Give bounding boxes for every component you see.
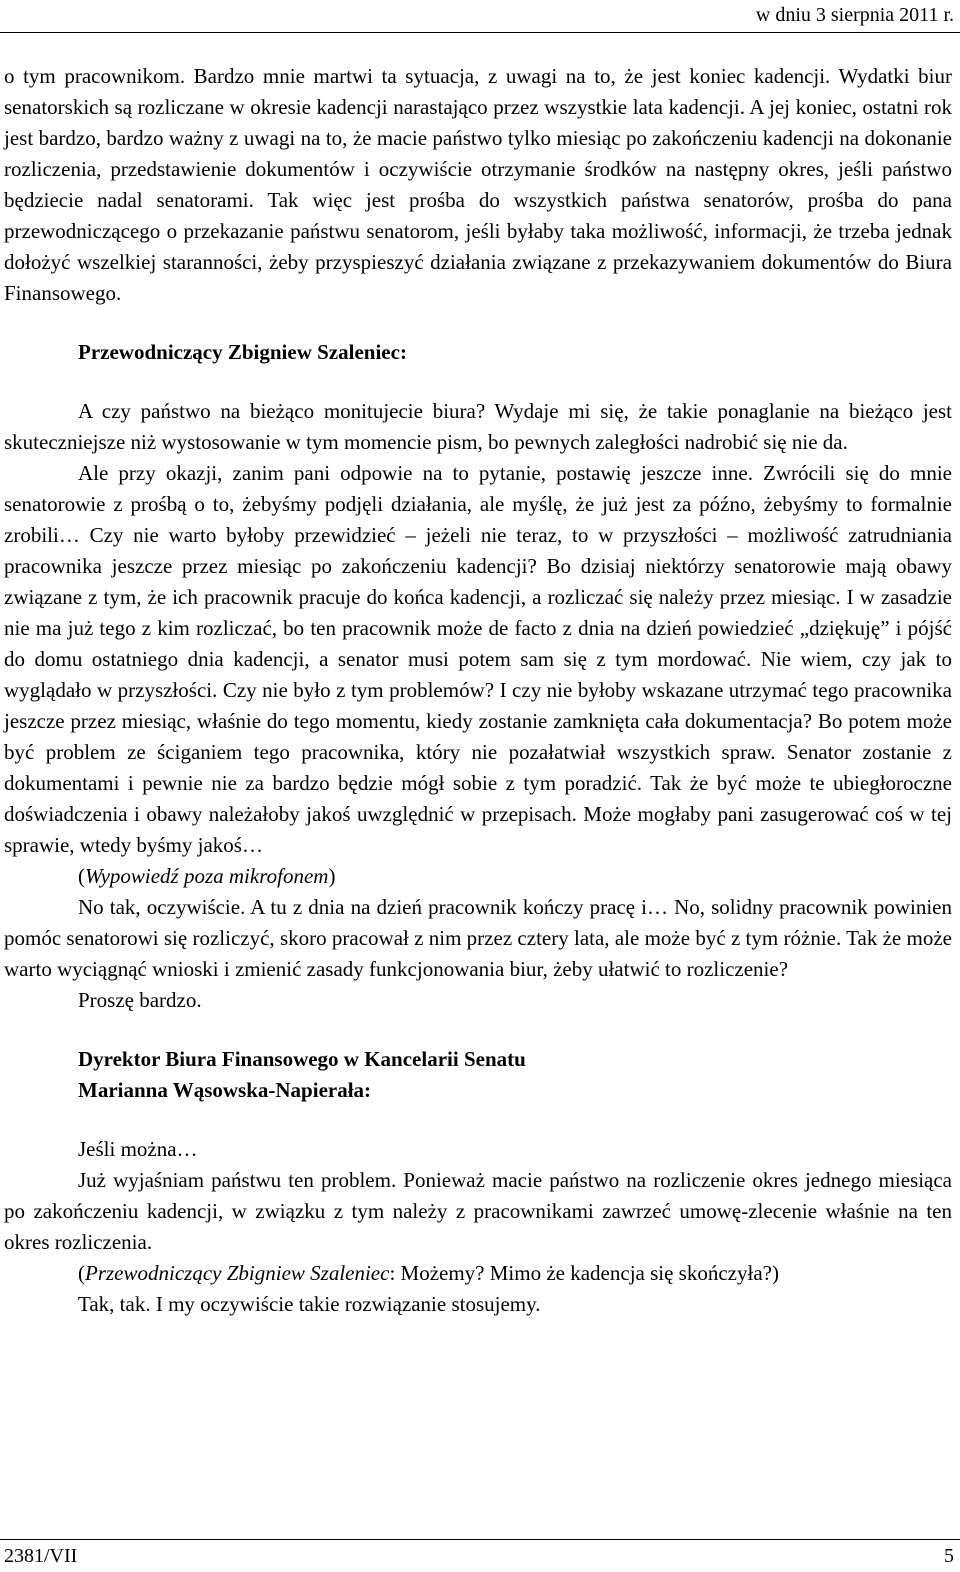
footer-divider — [0, 1539, 960, 1540]
paragraph: No tak, oczywiście. A tu z dnia na dzień pracownik kończy pracę i… No, solidny pracownik powinien pomóc senatorowi się rozliczyć, skoro pracował z nim przez cztery lata, ale może być z tym różnie. Tak że może warto wyciągnąć wnioski i zmienić zasady funkcjonowania biur, żeby ułatwić to rozliczenie? — [4, 895, 952, 981]
page-header-date: w dniu 3 sierpnia 2011 r. — [755, 4, 954, 26]
speaker-heading-director — [4, 1044, 952, 1106]
stage-direction-text: Wypowiedź poza mikrofonem — [85, 864, 329, 888]
paragraph: Ale przy okazji, zanim pani odpowie na to pytanie, postawię jeszcze inne. Zwrócili się do mnie senatorowie z prośbą o to, żebyśmy podjęli działania, ale myślę, że już jest za późno, żebyśmy to formalnie zrobili… Czy nie warto byłoby przewidzieć – jeżeli nie teraz, to w przyszłości – możliwość zatrudniania pracownika jeszcze przez miesiąc po zakończeniu kadencji? Bo dzisiaj niektórzy senatorowie mają obawy związane z tym, że ich pracownik pracuje do końca kadencji, a rozliczać się należy przez miesiąc. I w zasadzie nie ma już tego z kim rozliczać, bo ten pracownik może de facto z dnia na dzień powiedzieć „dziękuję” i pójść do domu ostatniego dnia kadencji, a senator musi potem sam się z tym mordować. Nie wiem, czy jak to wyglądało w przyszłości. Czy nie było z tym problemów? I czy nie byłoby wskazane utrzymać tego pracownika jeszcze przez miesiąc, właśnie do tego momentu, kiedy zostanie zamknięta cała dokumentacja? Bo potem może być problem ze ściganiem tego pracownika, który nie pozałatwiał wszystkich spraw. Senator zostanie z dokumentami i pewnie nie za bardzo będzie mógł sobie z tym poradzić. Tak że być może te ubiegłoroczne doświadczenia i obawy należałoby jakoś uwzględnić w przepisach. Może mogłaby pani zasugerować coś w tej sprawie, wtedy byśmy jakoś… — [4, 461, 952, 857]
document-body — [4, 61, 952, 1320]
interjection: (Przewodniczący Zbigniew Szaleniec: Możemy? Mimo że kadencja się skończyła?) — [78, 1261, 779, 1285]
document-number: 2381/VII — [4, 1545, 78, 1567]
paragraph-continuation: o tym pracownikom. Bardzo mnie martwi ta sytuacja, z uwagi na to, że jest koniec kadencji. Wydatki biur senatorskich są rozliczane w okresie kadencji narastająco przez wszystkie lata kadencji. A jej koniec, ostatni rok jest bardzo, bardzo ważny z uwagi na to, że macie państwo tylko miesiąc po zakończeniu kadencji na dokonanie rozliczenia, przedstawienie dokumentów i oczywiście otrzymanie środków na następny okres, jeśli państwo będziecie nadal senatorami. Tak więc jest prośba do wszystkich państwa senatorów, prośba do pana przewodniczącego o przekazanie państwu senatorom, jeśli byłaby taka możliwość, informacji, że trzeba jednak dołożyć wszelkiej staranności, żeby przyspieszyć działania związane z przekazywaniem dokumentów do Biura Finansowego. — [4, 64, 952, 305]
speaker-name: Marianna Wąsowska-Napierała: — [78, 1078, 372, 1102]
speaker-heading-chairman: Przewodniczący Zbigniew Szaleniec: — [78, 340, 407, 364]
paragraph: Proszę bardzo. — [78, 988, 202, 1012]
header-divider — [0, 32, 960, 33]
paragraph: A czy państwo na bieżąco monitujecie biura? Wydaje mi się, że takie ponaglanie na bieżąco jest skuteczniejsze niż wystosowanie w tym momencie pism, bo pewnych zaległości nadrobić się nie da. — [4, 399, 952, 454]
paragraph: Jeśli można… — [78, 1137, 198, 1161]
paragraph: Już wyjaśniam państwu ten problem. Ponieważ macie państwo na rozliczenie okres jednego miesiąca po zakończeniu kadencji, w związku z tym należy z pracownikami zawrzeć umowę-zlecenie właśnie na ten okres rozliczenia. — [4, 1168, 952, 1254]
speaker-title: Dyrektor Biura Finansowego w Kancelarii Senatu — [78, 1047, 526, 1071]
interjection-speaker: Przewodniczący Zbigniew Szaleniec — [85, 1261, 390, 1285]
paragraph: Tak, tak. I my oczywiście takie rozwiązanie stosujemy. — [78, 1292, 541, 1316]
page-number: 5 — [944, 1545, 954, 1567]
stage-direction: (Wypowiedź poza mikrofonem) — [78, 864, 336, 888]
